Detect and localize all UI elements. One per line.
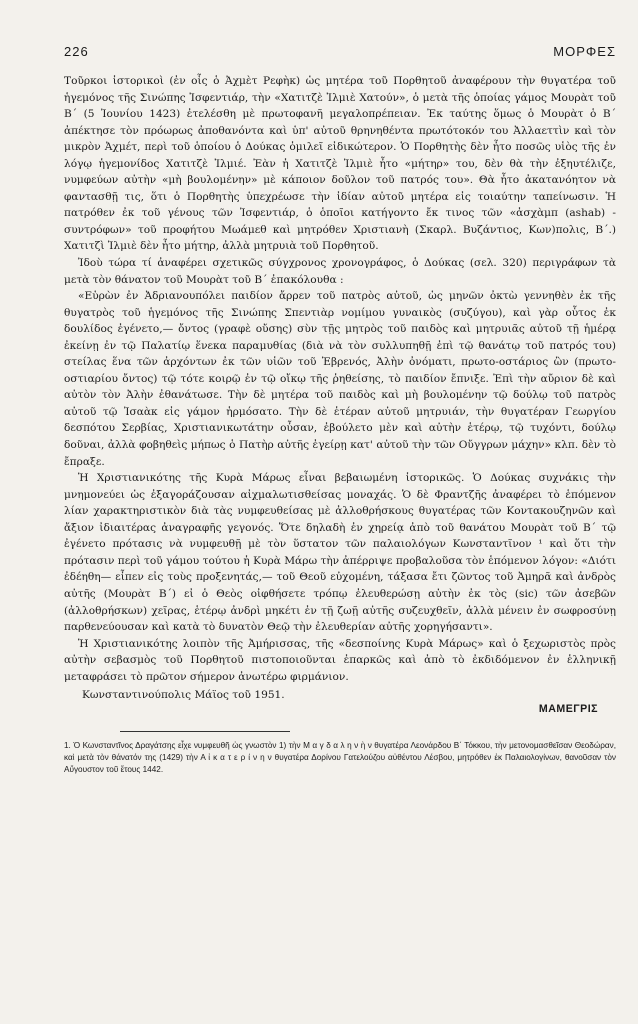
signature-block xyxy=(64,687,616,717)
article-body xyxy=(64,73,616,685)
paragraph-quotation: «Εὑρὼν ἐν Ἀδριανουπόλει παιδίον ἄρρεν τοῦ πατρὸς αὐτοῦ, ὡς μηνῶν ὀκτὼ γεννηθὲν ἐκ τῆς θυγατρὸς τοῦ ἡγεμόνος τῆς Σινώπης Σπεντιὰρ νομίμου γυναικὸς (συζύγου), καὶ γὰρ οὗτος ἐκ δουλίδος ἐγένετο,— ὄντος (γραφὲ οὔσης) σὺν τῇς μητρὸς τοῦ παιδὸς καὶ μητρυιᾶς αὐτοῦ τῇ ἡμέρᾳ ἐκείνῃ ἐν τῷ Παλατίῳ ἕνεκα παραμυθίας (διὰ νὰ τὸν συλλυπηθῇ ἐπὶ τῷ θανάτῳ τοῦ πατρός του) στείλας ἕνα τῶν ἀρχόντων ἐκ τῶν υἱῶν τοῦ Ἐβρενός, Ἀλὴν ὀνόματι, πρωτο-οστάριος ὢν (πρωτο-οστιαρίου ὄντος) τῷ τότε κοιρῷ ἐν τῷ οἴκῳ τῆς ῥηθείσης, τὸ παιδίον ἔπνιξε. Ἐπὶ τὴν αὔριον δὲ καὶ αὐτὸν τὸν Ἀλὴν ἐθανάτωσε. Τὴν δὲ μητέρα τοῦ παιδὸς καὶ μὴ βουλομένην τῷ δούλῳ τοῦ πατρὸς αὐτοῦ τῷ Ἰσαὰκ εἰς γάμον ἡρμόσατο. Τὴν δὲ ἑτέραν αὐτοῦ μητρυιάν, τὴν θυγατέραν Γεωργίου δεσπότου Σερβίας, Χριστιανικωτάτην οὖσαν, ἐβούλετο μὲν καὶ αὐτὴν ἑτέρῳ, τῷ τυχόντι, δούλῳ δοῦναι, ἀλλὰ φοβηθεὶς μήπως ὁ Πατὴρ αὐτῆς ἐγείρῃ κατ' αὐτοῦ τὴν τῶν Οὔγγρων μάχην» κλπ. δὲν τὸ ἔπραξε. xyxy=(64,290,616,468)
page-number: 226 xyxy=(64,44,89,59)
paragraph: Ἡ Χριστιανικότης τῆς Κυρὰ Μάρως εἶναι βεβαιωμένη ἱστορικῶς. Ὁ Δούκας συχνάκις τὴν μνημονεύει ὡς ἐξαγοράζουσαν αἰχμαλωτισθείσας μοναχάς. Ὁ δὲ Φραντζῆς ἀναφέρει τὸ ἑπόμενον λίαν χαρακτηριστικὸν διὰ τὰς νυμφευθείσας μὲ ἀλλοθρήσκους θυγατέρας τῶν Κοντακουζηνῶν καὶ ἄξιον ἰδιαιτέρας ἀναγραφῆς γεγονός. Ὅτε δηλαδὴ ἐν χηρείᾳ ἀπὸ τοῦ θανάτου Μουρὰτ τοῦ Β΄ τῷ ἐγένετο πρότασις νὰ νυμφευθῇ μὲ τὸν ὕστατον τῶν παλαιολόγων Κωνσταντῖνον ¹ καὶ ὅτι τὴν πρότασιν περὶ τοῦ γάμου τούτου ἡ Κυρὰ Μάρω τὴν ἀπέρριψε προβαλοῦσα τὸν ἑπόμενον λόγον: «Διότι ἐδέηθη— εἶπεν εἰς τοὺς προξενητάς,— τοῦ Θεοῦ εὐχομένη, τάξασα ἔτι ζῶντος τοῦ Ἀμηρᾶ καὶ ἀνδρὸς αὐτῆς (Μουρὰτ Β΄) εἰ ὁ Θεὸς οἰφθήσετε τρόπῳ ἐλευθερώσῃ αὐτὴν ἐκ τὸς (sic) τῶν ἀσεβῶν (ἀλλοθρήσκων) χεῖρας, ἑτέρῳ ἀνδρὶ μηκέτι ἐν τῇ ζωῇ αὐτῆς συζευχθεῖν, ἀλλὰ μένειν ἐν σωφροσύνῃ παρθενεύουσαν καὶ κατὰ τὸ δυνατὸν Θεῷ τὴν ἐλευθερίαν αὐτῆς χορηγήσαντι». xyxy=(64,472,616,634)
footnote-divider xyxy=(120,731,290,732)
paragraph: Τοῦρκοι ἱστορικοὶ (ἐν οἷς ὁ Ἀχμὲτ Ρεφὴκ) ὡς μητέρα τοῦ Πορθητοῦ ἀναφέρουν τὴν θυγατέρα τοῦ ἡγεμόνος τῆς Σινώπης Ἰσφεντιάρ, τὴν «Χατιτζὲ Ἰλμιὲ Χατούν», ὁ μετὰ τῆς ὁποίας γάμος Μουρὰτ τοῦ Β΄ (5 Ἰουνίου 1423) ἐτελέσθη μὲ πρωτοφανῆ μεγαλοπρέπειαν. Ἐκ ταύτης ὅμως ὁ Μουρὰτ ὁ Β΄ ἀπέκτησε τὸν πρόωρως ἀποθανόντα καὶ ὑπ' αὐτοῦ θρηνηθέντα πρωτότοκόν του Ἀλλαεττὶν καὶ τὸν μικρὸν Ἀχμέτ, περὶ τοῦ ὁποίου ὁ Δούκας ὁμιλεῖ εἰδικώτερον. Ὁ Πορθητὴς δὲν ἦτο ποσῶς υἱὸς τῆς ἐν λόγῳ ἡγεμονίδος Χατιτζὲ Ἰλμιέ. Ἐὰν ἡ Χατιτζὲ Ἰλμιὲ ἦτο «μήτηρ» του, δὲν θὰ τὴν ἐξηυτέλιζε, νυμφεύων αὐτὴν «μὴ βουλομένην» μὲ κάποιον δοῦλον τοῦ πατρός του». Θὰ ἦτο ἀκατανόητον νὰ φαντασθῇ τις, ὅτι ὁ Πορθητὴς ὑπεχρέωσε τὴν ἰδίαν αὐτοῦ μητέρα εἰς τοιαύτην ταπείνωσιν. Ἡ πατρόθεν ἐκ τοῦ γένους τῶν Ἰσφεντιάρ, ὁ ὁποῖοι κατήγοντο ἔκ τινος τῶν «ἀσχὰμπ (ashab) - συντρόφων» τοῦ προφήτου Μωάμεθ καὶ μητρόθεν Χριστιανὴ (Σκαρλ. Βυζάντιος, Κων)πολις, Β΄.) Χατιτζὶ Ἰλμιὲ δὲν ἦτο μήτηρ, ἀλλὰ μητρυιὰ τοῦ Πορθητοῦ. xyxy=(64,75,616,253)
paragraph: Ἡ Χριστιανικότης λοιπὸν τῆς Ἀμήρισσας, τῆς «δεσποίνης Κυρὰ Μάρως» καὶ ὁ ξεχωριστὸς πρὸς αὐτὴν σεβασμὸς τοῦ Πορθητοῦ πιστοποιοῦνται ἐπαρκῶς καὶ ἀπὸ τὸ ἐκδιδόμενον ἐν ἑλληνικῇ μεταφράσει τὸ πρῶτον σήμερον ἀνωτέρω φιρμάνιον. xyxy=(64,637,616,683)
footnote-text: 1. Ὁ Κωνσταντῖνος Δραγάτσης εἶχε νυμφευθῆ ὡς γνωστὸν 1) τὴν Μ α γ δ α λ η ν ὴ ν θυγατέρα Λεονάρδου Β΄ Τόκκου, τὴν μετονομασθεῖσαν Θεοδώραν, καὶ μετὰ τὸν θάνατόν της (1429) τὴν Α ἰ κ α τ ε ρ ί ν η ν θυγατέρα Δορίνου Γατελούζου αὐθέντου Λέσβου, μητρόθεν ἐκ Παλαιολογίνων, θανοῦσαν τὸν Αὔγουστον τοῦ ἔτους 1442. xyxy=(64,741,616,775)
running-title: ΜΟΡΦΕΣ xyxy=(553,44,616,59)
footnote xyxy=(64,740,616,776)
paragraph: Ἰδοὺ τώρα τί ἀναφέρει σχετικῶς σύγχρονος χρονογράφος, ὁ Δούκας (σελ. 320) περιγράφων τὰ μετὰ τὸν θάνατον τοῦ Μουρὰτ τοῦ Β΄ ἐπακόλουθα : xyxy=(64,257,616,286)
page-header xyxy=(64,44,616,59)
author-name: ΜΑΜΕΓΡΙΣ xyxy=(538,703,598,716)
place-date: Κωνσταντινούπολις Μάϊος τοῦ 1951. xyxy=(82,689,285,702)
